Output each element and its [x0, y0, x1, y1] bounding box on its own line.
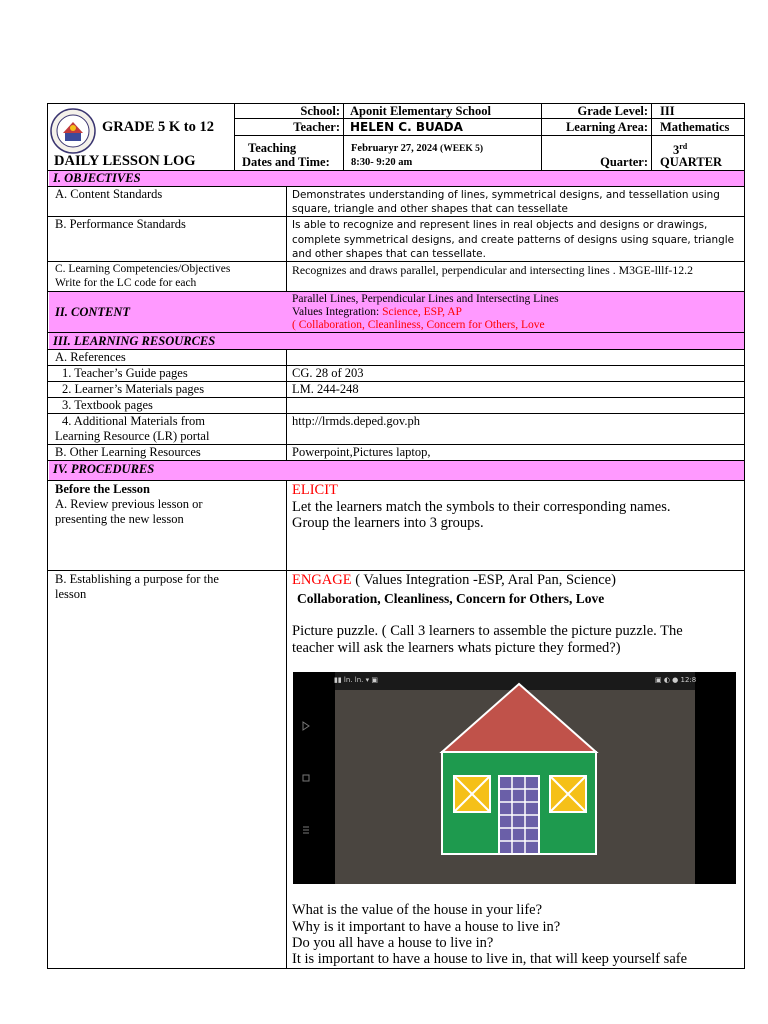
quarter-word: QUARTER — [660, 155, 723, 169]
purpose-label-1: B. Establishing a purpose for the — [55, 572, 219, 586]
elicit-label: ELICIT — [292, 482, 338, 498]
review-label-2: presenting the new lesson — [55, 512, 184, 526]
performance-standards-line1: Is able to recognize and represent lines in real objects and designs or drawings, — [292, 219, 708, 231]
content-standards-label: A. Content Standards — [55, 187, 163, 201]
objectives-heading: I. OBJECTIVES — [53, 171, 141, 185]
performance-standards-line2: complete symmetrical designs, and create patterns of designs using square, triangle — [292, 234, 734, 246]
teacher-value: HELEN C. BUADA — [350, 120, 463, 134]
deped-seal-icon — [50, 108, 96, 154]
learning-area-value: Mathematics — [660, 120, 730, 134]
grade-level-label: Grade Level: — [577, 104, 648, 118]
competencies-label-2: Write for the LC code for each — [55, 277, 197, 289]
textbook-label: 3. Textbook pages — [62, 398, 153, 412]
performance-standards-label: B. Performance Standards — [55, 217, 186, 231]
other-resources-value: Powerpoint,Pictures laptop, — [292, 445, 431, 459]
house-puzzle-image — [293, 672, 736, 884]
puzzle-line2: teacher will ask the learners whats picture they formed?) — [292, 640, 621, 656]
content-line1: Parallel Lines, Perpendicular Lines and Intersecting Lines — [292, 293, 559, 305]
question-3: Do you all have a house to live in? — [292, 935, 494, 951]
engage-integration: ( Values Integration -ESP, Aral Pan, Science) — [355, 572, 616, 588]
performance-standards-line3: and other shapes that can tessellate. — [292, 248, 486, 260]
content-heading: II. CONTENT — [55, 305, 131, 319]
quarter-label: Quarter: — [600, 155, 648, 169]
content-values-list: ( Collaboration, Cleanliness, Concern for Others, Love — [292, 319, 545, 331]
phone-status-right: ▣ ◐ ● 12:8 — [655, 676, 697, 684]
engage-label: ENGAGE — [292, 572, 352, 588]
quarter-num: 3 — [673, 143, 680, 158]
grade-title: GRADE 5 K to 12 — [102, 119, 214, 135]
review-label-1: A. Review previous lesson or — [55, 497, 203, 511]
teachers-guide-value: CG. 28 of 203 — [292, 366, 364, 380]
resources-heading: III. LEARNING RESOURCES — [53, 334, 216, 348]
school-value: Aponit Elementary School — [350, 104, 491, 118]
other-resources-label: B. Other Learning Resources — [55, 445, 201, 459]
values-subjects: Science, ESP, AP — [382, 306, 462, 318]
learning-area-label: Learning Area: — [565, 120, 648, 134]
learners-materials-value: LM. 244-248 — [292, 382, 359, 396]
question-1: What is the value of the house in your life? — [292, 902, 543, 918]
teaching-label: Teaching — [248, 141, 297, 155]
competencies-label-1: C. Learning Competencies/Objectives — [55, 263, 231, 275]
question-4: It is important to have a house to live in, that will keep yourself safe — [292, 951, 688, 967]
additional-materials-label-1: 4. Additional Materials from — [62, 414, 206, 428]
elicit-line1: Let the learners match the symbols to their corresponding names. — [292, 499, 671, 515]
references-label: A. References — [55, 350, 126, 364]
quarter-sup: rd — [679, 142, 688, 151]
lrmds-link[interactable]: http://lrmds.deped.gov.ph — [292, 414, 420, 428]
date-value — [351, 142, 483, 156]
content-standards-line1: Demonstrates understanding of lines, symmetrical designs, and tessellation using — [292, 189, 720, 201]
learners-materials-label: 2. Learner’s Materials pages — [62, 382, 205, 396]
engage-line — [292, 571, 616, 590]
time-value: 8:30- 9:20 am — [351, 157, 413, 168]
procedures-heading: IV. PROCEDURES — [53, 462, 155, 476]
elicit-line2: Group the learners into 3 groups. — [292, 515, 484, 531]
week-text: (WEEK 5) — [440, 144, 484, 154]
dates-time-label: Dates and Time: — [242, 155, 330, 169]
content-values-line — [292, 305, 462, 319]
question-2: Why is it important to have a house to live in? — [292, 919, 561, 935]
competencies-value: Recognizes and draws parallel, perpendicular and intersecting lines . M3GE-lllf-12.2 — [292, 263, 693, 277]
engage-values: Collaboration, Cleanliness, Concern for Others, Love — [297, 591, 605, 606]
teacher-label: Teacher: — [293, 120, 340, 134]
objectives-band — [49, 170, 744, 186]
content-standards-line2: square, triangle and other shapes that can tessellate — [292, 203, 568, 215]
additional-materials-label-2: Learning Resource (LR) portal — [55, 429, 210, 443]
values-prefix: Values Integration: — [292, 306, 383, 318]
before-lesson-label: Before the Lesson — [55, 482, 150, 496]
date-text: Februaryr 27, 2024 — [351, 143, 438, 154]
puzzle-line1: Picture puzzle. ( Call 3 learners to assemble the picture puzzle. The — [292, 623, 683, 639]
grade-level-value: III — [660, 104, 675, 118]
phone-status-left: ▮▮ ln. ln. ▾ ▣ — [334, 676, 378, 684]
log-title: DAILY LESSON LOG — [54, 153, 196, 169]
teachers-guide-label: 1. Teacher’s Guide pages — [62, 366, 188, 380]
school-label: School: — [300, 104, 340, 118]
purpose-label-2: lesson — [55, 587, 87, 601]
